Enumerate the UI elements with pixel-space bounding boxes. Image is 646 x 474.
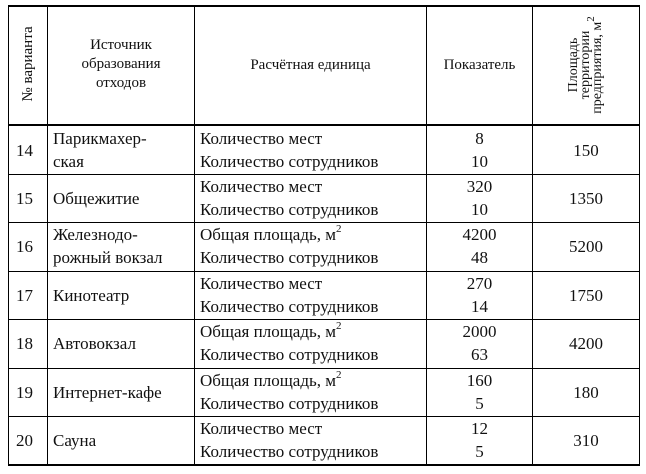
- row-area: 4200: [569, 334, 603, 353]
- row-divider: [8, 416, 640, 417]
- header-indicator: Показатель: [443, 57, 516, 73]
- row-number: 16: [16, 237, 33, 256]
- header-source-line: отходов: [95, 75, 147, 91]
- header-source: [48, 36, 194, 93]
- row-source: ская: [53, 152, 84, 171]
- row-unit: Количество сотрудников: [200, 152, 379, 171]
- row-unit: Количество сотрудников: [200, 297, 379, 316]
- row-indicator: 160: [466, 371, 493, 390]
- row-source: Парикмахер-: [53, 129, 147, 148]
- row-indicator: 48: [471, 248, 488, 267]
- header-area-line: территории: [578, 30, 593, 100]
- header-area-unit-sup: 2: [585, 16, 598, 22]
- header-unit: Расчётная единица: [250, 57, 371, 73]
- row-unit: Количество мест: [200, 129, 323, 148]
- row-indicator: 5: [475, 442, 484, 461]
- row-unit-text: Общая площадь, м: [200, 322, 337, 341]
- row-source: Сауна: [53, 431, 97, 450]
- left-border: [8, 5, 9, 466]
- row-unit: Количество мест: [200, 274, 323, 293]
- header-area-line: Площадь: [566, 37, 581, 93]
- row-area: 1750: [569, 286, 603, 305]
- row-indicator: 320: [466, 177, 493, 196]
- row-unit: Количество мест: [200, 177, 323, 196]
- row-unit-text: Общая площадь, м: [200, 225, 337, 244]
- row-unit: [200, 223, 342, 246]
- row-indicator: 14: [471, 297, 488, 316]
- row-source: Кинотеатр: [53, 286, 130, 305]
- row-unit: Количество сотрудников: [200, 200, 379, 219]
- row-number: 18: [16, 334, 33, 353]
- header-area-text: предприятия,: [590, 34, 605, 114]
- row-unit: Количество сотрудников: [200, 248, 379, 267]
- row-area: 150: [573, 141, 599, 160]
- row-source: Автовокзал: [53, 334, 136, 353]
- row-source: Общежитие: [53, 189, 140, 208]
- row-number: 19: [16, 383, 33, 402]
- row-area: 180: [573, 383, 599, 402]
- row-indicator: 10: [471, 200, 488, 219]
- row-indicator: 5: [475, 394, 484, 413]
- header-variant: № варианта: [20, 26, 36, 102]
- row-indicator: 12: [471, 419, 488, 438]
- row-unit: Количество мест: [200, 419, 323, 438]
- row-number: 17: [16, 286, 33, 305]
- header-source-line: образования: [81, 56, 161, 72]
- row-divider: [8, 174, 640, 175]
- row-indicator: 4200: [462, 225, 497, 244]
- row-area: 5200: [569, 237, 603, 256]
- unit-superscript: 2: [336, 223, 342, 236]
- row-unit: Количество сотрудников: [200, 442, 379, 461]
- row-indicator: 2000: [462, 322, 497, 341]
- row-source: Железнодо-: [53, 225, 138, 244]
- row-source: Интернет-кафе: [53, 383, 162, 402]
- data-table: [8, 5, 640, 466]
- row-area: 1350: [569, 189, 603, 208]
- row-divider: [8, 271, 640, 272]
- unit-superscript: 2: [336, 369, 342, 382]
- row-indicator: 8: [475, 129, 484, 148]
- unit-superscript: 2: [336, 320, 342, 333]
- row-indicator: 270: [466, 274, 493, 293]
- row-indicator: 10: [471, 152, 488, 171]
- row-number: 20: [16, 431, 33, 450]
- header-bottom-border: [8, 124, 640, 126]
- row-unit: [200, 320, 342, 343]
- header-area-unit: м: [590, 21, 605, 31]
- top-border: [8, 5, 640, 7]
- right-border: [639, 5, 640, 466]
- bottom-border: [8, 464, 640, 466]
- row-area: 310: [573, 431, 599, 450]
- header-area: [568, 6, 604, 124]
- row-indicator: 63: [471, 345, 488, 364]
- row-unit: Количество сотрудников: [200, 345, 379, 364]
- row-unit: Количество сотрудников: [200, 394, 379, 413]
- row-number: 14: [16, 141, 33, 160]
- row-unit: [200, 369, 342, 392]
- row-number: 15: [16, 189, 33, 208]
- row-source: рожный вокзал: [53, 248, 163, 267]
- row-unit-text: Общая площадь, м: [200, 371, 337, 390]
- header-source-line: Источник: [90, 37, 152, 53]
